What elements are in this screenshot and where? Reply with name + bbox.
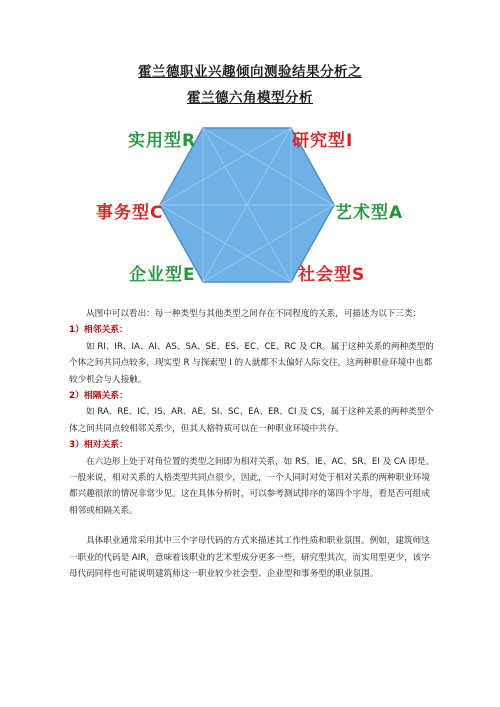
closing-paragraph: 具体职业通常采用其中三个字母代码的方式来描述其工作性质和职业氛围。例如，建筑师这一职业的代码是 AIR，意味着该职业的艺术型成分更多一些，研究型其次，而实用型更少，该字母代码同样也可能说明建筑师这一职业较少社会型、企业型和事务型的职业氛围。	[69, 536, 430, 580]
document-title: 霍兰德职业兴趣倾向测验结果分析之	[138, 64, 362, 80]
holland-hexagon-diagram	[0, 110, 500, 295]
label-realistic: 实用型R	[128, 131, 197, 151]
section-adjacent-heading: 1）相邻关系：	[69, 325, 128, 336]
section-alternate-text: 如 RA、RE、IC、IS、AR、AE、SI、SC、EA、ER、CI 及 CS，属于这种关系的两种类型个体之间共同点较相邻关系少，但其人格特质可以在一种职业环境中共存。	[69, 407, 434, 434]
label-artistic: 艺术型A	[335, 203, 404, 223]
document-subtitle: 霍兰德六角模型分析	[187, 90, 313, 106]
label-investigative: 研究型I	[292, 131, 354, 151]
section-opposite-text: 在六边形上处于对角位置的类型之间即为相对关系，如 RS、IE、AC、SR、EI 及 CA 即是。一般来说，相对关系的人格类型共同点很少，因此，一个人同时对处于相对关系的两种职业环境都兴趣很浓的情况非常少见。这在具体分析时，可以参考测试排序的第四个字母，看是否可组成相邻或相隔关系。	[69, 456, 435, 516]
article-body	[69, 306, 435, 583]
section-alternate-heading: 2）相隔关系：	[69, 391, 128, 402]
section-opposite-heading: 3）相对关系：	[69, 440, 128, 451]
label-conventional: 事务型C	[96, 203, 164, 223]
label-enterprising: 企业型E	[129, 265, 196, 285]
section-adjacent-text: 如 RI、IR、IA、AI、AS、SA、SE、ES、EC、CE、RC 及 CR。属于这种关系的两种类型的个体之间共同点较多，现实型 R 与探索型 I 的人就都不太偏好人际交往，这两种职业环境中也都较少机会与人接触。	[69, 341, 434, 385]
label-social: 社会型S	[298, 265, 366, 285]
intro-paragraph: 从图中可以看出：每一种类型与其他类型之间存在不同程度的关系，可描述为以下三类：	[86, 309, 422, 319]
